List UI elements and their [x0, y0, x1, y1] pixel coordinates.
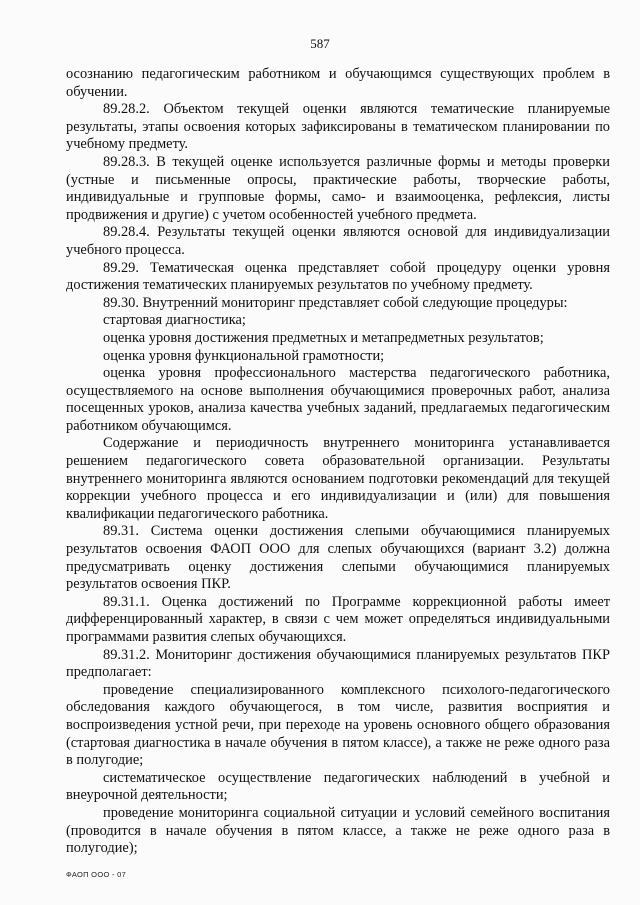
list-item: стартовая диагностика; [103, 312, 246, 329]
paragraph: 89.30. Внутренний мониторинг представляет собой следующие процедуры: [103, 294, 568, 311]
paragraph: 89.29. Тематическая оценка представляет собой процедуру оценки уровня достижения тематических планируемых результатов по учебному предмету. [66, 259, 610, 294]
page-number: 587 [310, 36, 330, 51]
footer-label: ФАОП ООО - 07 [66, 870, 127, 879]
paragraph: 89.31.1. Оценка достижений по Программе коррекционной работы имеет дифференцированный характер, в связи с чем может определяться индивидуальными программами развития слепых обучающихся. [66, 593, 610, 645]
list-item: оценка уровня профессионального мастерства педагогического работника, осуществляемого на основе выполнения обучающимися проверочных работ, анализа посещенных уроков, анализа качества учебных заданий, предлагаемых педагогическим работником обучающимся. [66, 365, 610, 434]
list-item: систематическое осуществление педагогических наблюдений в учебной и внеурочной деятельности; [66, 769, 610, 804]
body-text [66, 66, 610, 858]
list-item: оценка уровня функциональной грамотности; [103, 347, 385, 364]
paragraph: 89.31.2. Мониторинг достижения обучающимися планируемых результатов ПКР предполагает: [66, 646, 610, 681]
paragraph: 89.28.2. Объектом текущей оценки являются тематические планируемые результаты, этапы освоения которых зафиксированы в тематическом планировании по учебному предмету. [66, 101, 610, 153]
paragraph: 89.31. Система оценки достижения слепыми обучающимися планируемых результатов освоения ФАОП ООО для слепых обучающихся (вариант 3.2) должна предусматривать оценку достижения слепыми обучающимися планируемых результатов освоения ПКР. [66, 523, 610, 593]
list-item: проведение мониторинга социальной ситуации и условий семейного воспитания (проводится в начале обучения в пятом классе, а также не реже одного раза в полугодие); [66, 804, 610, 857]
paragraph: 89.28.4. Результаты текущей оценки являются основой для индивидуализации учебного процесса. [66, 224, 610, 258]
list-item: оценка уровня достижения предметных и метапредметных результатов; [103, 329, 544, 346]
paragraph: Содержание и периодичность внутреннего мониторинга устанавливается решением педагогического совета образовательной организации. Результаты внутреннего мониторинга являются основанием подготовки рекомендаций для текущей коррекции учебного процесса и его индивидуализации и (или) для повышения квалификации педагогического работника. [66, 435, 610, 522]
paragraph: 89.28.3. В текущей оценке используется различные формы и методы проверки (устные и письменные опросы, практические работы, творческие работы, индивидуальные и групповые формы, само- и взаимооценка, рефлексия, листы продвижения и другие) с учетом особенностей учебного предмета. [66, 153, 610, 223]
paragraph: осознанию педагогическим работником и обучающимся существующих проблем в обучении. [66, 66, 610, 100]
list-item: проведение специализированного комплексного психолого-педагогического обследования каждого обучающегося, в том числе, развития восприятия и воспроизведения устной речи, при переходе на уровень основного общего образования (стартовая диагностика в начале обучения в пятом классе), а также не реже одного раза в полугодие; [66, 681, 610, 769]
